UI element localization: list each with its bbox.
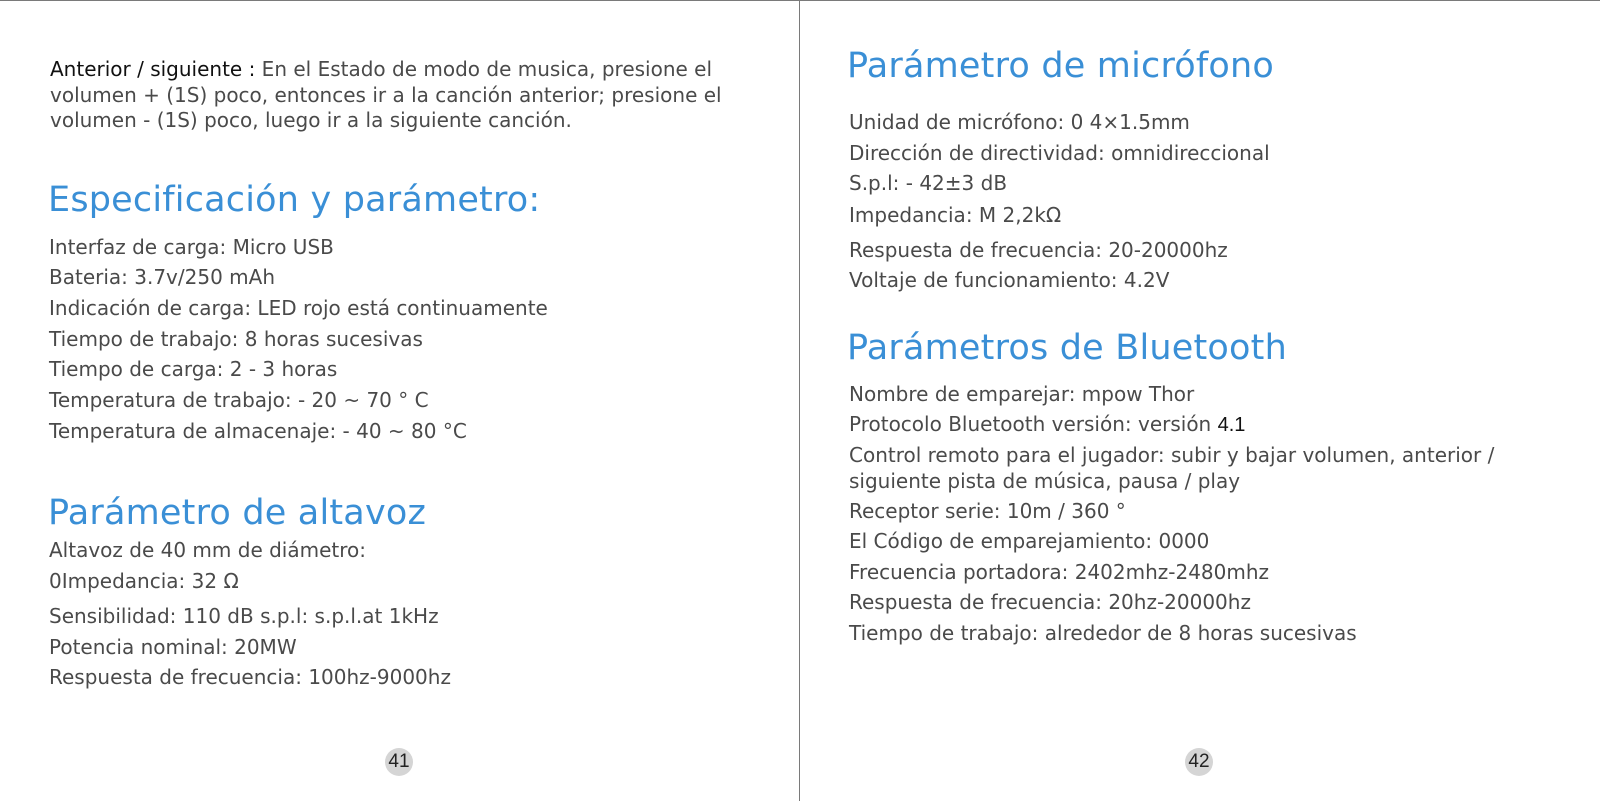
bluetooth-item: Tiempo de trabajo: alrededor de 8 horas sucesivas xyxy=(849,621,1357,645)
bluetooth-protocol-version: 4.1 xyxy=(1217,414,1246,436)
spec-item: Bateria: 3.7v/250 mAh xyxy=(49,265,276,289)
speaker-item: Potencia nominal: 20MW xyxy=(49,635,297,659)
spec-item: Temperatura de trabajo: - 20 ~ 70 ° C xyxy=(49,388,429,412)
intro-lead: Anterior / siguiente : xyxy=(50,57,256,81)
mic-item: Voltaje de funcionamiento: 4.2V xyxy=(849,268,1170,292)
mic-item: S.p.l: - 42±3 dB xyxy=(849,171,1008,195)
bluetooth-item: Frecuencia portadora: 2402mhz-2480mhz xyxy=(849,560,1270,584)
intro-text: En el Estado de modo de musica, presione el volumen + (1S) poco, entonces ir a la canción anterior; presione el volumen - (1S) poco, luego ir a la siguiente canción. xyxy=(50,57,722,132)
mic-item: Dirección de directividad: omnidireccional xyxy=(849,141,1270,165)
spec-item: Interfaz de carga: Micro USB xyxy=(49,235,334,259)
speaker-heading: Parámetro de altavoz xyxy=(48,493,427,533)
left-page xyxy=(0,0,799,801)
right-page xyxy=(800,0,1600,801)
bluetooth-item: Nombre de emparejar: mpow Thor xyxy=(849,382,1195,406)
spec-item: Temperatura de almacenaje: - 40 ~ 80 °C xyxy=(49,419,467,443)
bluetooth-protocol-label: Protocolo Bluetooth versión: versión xyxy=(849,412,1218,436)
speaker-item: Sensibilidad: 110 dB s.p.l: s.p.l.at 1kHz xyxy=(49,604,439,628)
mic-item: Unidad de micrófono: 0 4×1.5mm xyxy=(849,110,1190,134)
mic-item: Respuesta de frecuencia: 20-20000hz xyxy=(849,238,1228,262)
bluetooth-item: Receptor serie: 10m / 360 ° xyxy=(849,499,1126,523)
bluetooth-item: El Código de emparejamiento: 0000 xyxy=(849,529,1210,553)
bluetooth-item: Control remoto para el jugador: subir y bajar volumen, anterior / siguiente pista de música, pausa / play xyxy=(849,443,1495,493)
bluetooth-item xyxy=(849,412,1245,437)
speaker-item: Respuesta de frecuencia: 100hz-9000hz xyxy=(49,665,451,689)
intro-paragraph xyxy=(50,57,750,134)
spec-item: Tiempo de trabajo: 8 horas sucesivas xyxy=(49,327,423,351)
speaker-item: 0Impedancia: 32 Ω xyxy=(49,569,239,593)
spec-item: Tiempo de carga: 2 - 3 horas xyxy=(49,357,338,381)
mic-heading: Parámetro de micrófono xyxy=(847,46,1275,86)
speaker-item: Altavoz de 40 mm de diámetro: xyxy=(49,538,367,562)
spec-heading: Especificación y parámetro: xyxy=(48,180,541,220)
spec-item: Indicación de carga: LED rojo está continuamente xyxy=(49,296,548,320)
page-number: 41 xyxy=(385,748,413,776)
bluetooth-item: Respuesta de frecuencia: 20hz-20000hz xyxy=(849,590,1251,614)
page-number: 42 xyxy=(1185,748,1213,776)
mic-item: Impedancia: M 2,2kΩ xyxy=(849,203,1062,227)
bluetooth-heading: Parámetros de Bluetooth xyxy=(847,328,1287,368)
